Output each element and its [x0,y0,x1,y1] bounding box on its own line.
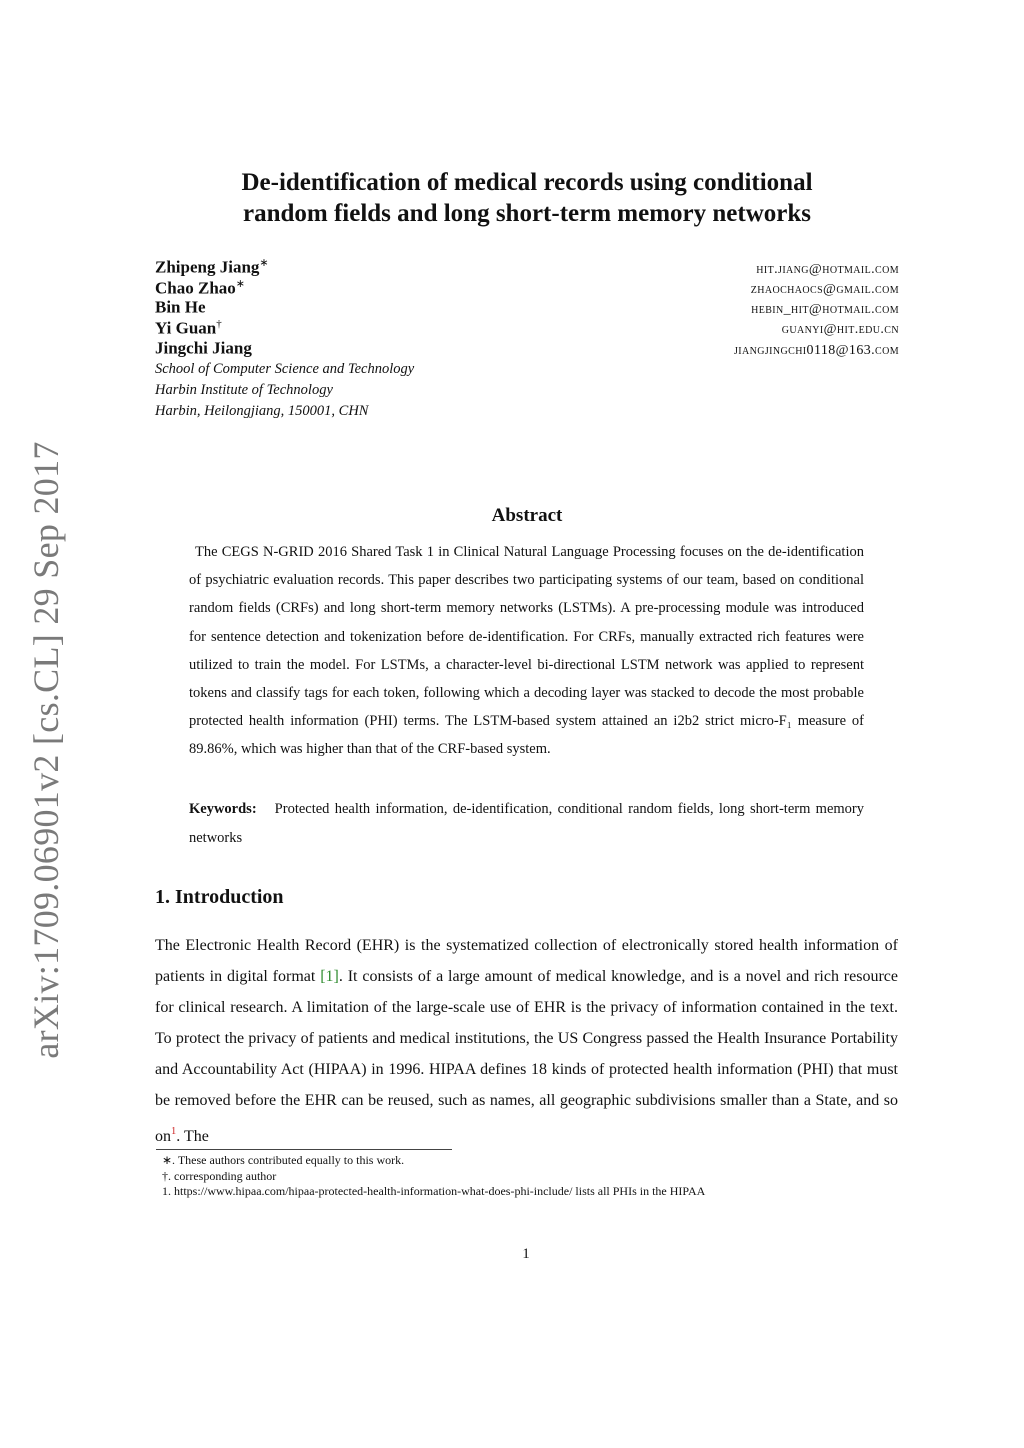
keywords-list: Protected health information, de-identification, conditional random fields, long short-term memory networks [189,801,864,846]
title-line-1: De-identification of medical records using conditional [241,169,813,196]
affiliation-line: Harbin Institute of Technology [155,381,333,398]
author-row [155,338,899,359]
keywords-label: Keywords: [189,801,257,817]
footnotes [162,1153,902,1200]
author-row [155,297,899,318]
footnote-url: 1. https://www.hipaa.com/hipaa-protected-health-information-what-does-phi-include/ lists all PHIs in the HIPAA [162,1184,706,1198]
section-heading-introduction: 1. Introduction [155,886,284,908]
introduction-paragraph: The Electronic Health Record (EHR) is the systematized collection of electronically stored health information of patients in digital format [1]. It consists of a large amount of medical knowledge, and is a novel and rich resource for clinical research. A limitation of the large-scale use of EHR is the privacy of information contained in the text. To protect the privacy of patients and medical institutions, the US Congress passed the Health Insurance Portability and Accountability Act (HIPAA) in 1996. HIPAA defines 18 kinds of protected health information (PHI) that must be removed before the EHR can be reused, such as names, all geographic subdivisions smaller than a State, and so on$^1$. The [155,937,898,1145]
page-number: 1 [522,1246,530,1262]
author-email: guanyi@hit.edu.cn [781,322,899,338]
author-email: hebin_hit@hotmail.com [751,301,899,317]
affiliation-line: School of Computer Science and Technology [155,360,415,377]
author-name: Chao Zhao∗ [155,277,245,298]
title-line-2: random fields and long short-term memory networks [242,200,811,227]
author-mark: ∗ [259,257,269,269]
footnote-marker[interactable]: 1 [171,1126,177,1137]
author-row [155,277,899,298]
footnote: ∗. These authors contributed equally to this work. [162,1153,405,1167]
paper-title [156,167,898,229]
footnote: †. corresponding author [162,1168,277,1183]
author-name: Zhipeng Jiang∗ [155,257,269,277]
author-block [155,256,899,422]
author-email: zhaochaocs@gmail.com [750,282,899,298]
author-name: Bin He [155,297,206,317]
author-row [155,318,899,339]
author-mark: † [216,317,222,330]
author-row [155,256,899,277]
author-name: Jingchi Jiang [155,338,252,358]
keywords [189,795,864,852]
affiliation-line: Harbin, Heilongjiang, 150001, CHN [155,402,369,419]
footnote-divider [156,1149,452,1150]
author-email: jiangjingchi0118@163.com [733,342,899,358]
abstract-heading: Abstract [491,505,563,526]
abstract-text: The CEGS N-GRID 2016 Shared Task 1 in Clinical Natural Language Processing focuses on the de-identification of psychiatric evaluation records. This paper describes two participating systems of our team, based on conditional random fields (CRFs) and long short-term memory networks (LSTMs). A pre-processing module was introduced for sentence detection and tokenization before de-identification. For CRFs, manually extracted rich features were utilized to train the model. For LSTMs, a character-level bi-directional LSTM network was applied to represent tokens and classify tags for each token, following which a decoding layer was stacked to decode the most probable protected health information (PHI) terms. The LSTM-based system attained an i2b2 strict micro-F₁ measure of 89.86%, which was higher than that of the CRF-based system. [189,544,864,758]
author-email: hit.jiang@hotmail.com [756,261,899,277]
author-name: Yi Guan† [155,317,222,338]
citation-link[interactable]: [1] [320,968,339,985]
author-mark: ∗ [235,277,245,290]
arxiv-identifier-stamp: arXiv:1709.06901v2 [cs.CL] 29 Sep 2017 [26,441,66,1059]
